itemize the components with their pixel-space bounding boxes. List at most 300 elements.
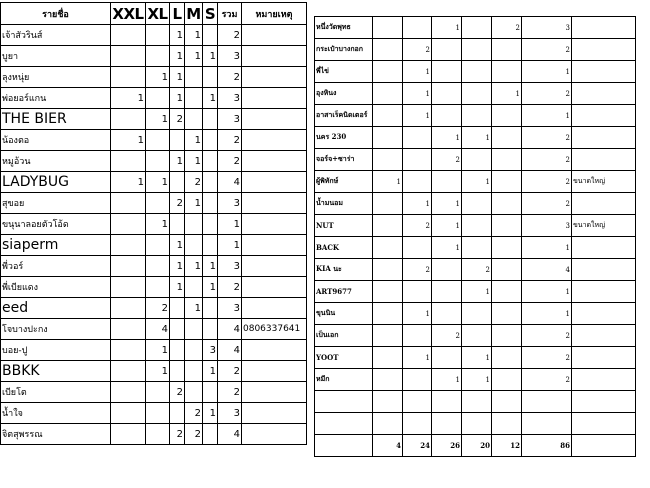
row-note: [572, 105, 636, 127]
empty-cell: [373, 391, 403, 413]
row-xxl: [111, 382, 146, 403]
row-total: 2: [522, 171, 572, 193]
row-c1: [373, 215, 403, 237]
row-name: YOOT: [315, 347, 373, 369]
table-row: [315, 105, 636, 127]
row-xxl: [111, 67, 146, 88]
row-c2: 2: [403, 39, 432, 61]
row-note: [572, 83, 636, 105]
row-total: 3: [218, 256, 242, 277]
row-name: จิตสุพรรณ: [1, 424, 111, 445]
row-note: [242, 130, 307, 151]
row-c3: 2: [432, 149, 462, 171]
row-m: 1: [185, 130, 203, 151]
total-c1: 4: [373, 435, 403, 457]
table-row: [315, 193, 636, 215]
row-c1: [373, 105, 403, 127]
row-m: [185, 67, 203, 88]
row-l: 2: [170, 382, 185, 403]
row-total: 3: [218, 46, 242, 67]
row-c1: 1: [373, 171, 403, 193]
empty-cell: [462, 391, 492, 413]
row-xl: [146, 193, 170, 214]
row-m: [185, 277, 203, 298]
row-name: บอย-ปู: [1, 340, 111, 361]
row-c4: 1: [462, 347, 492, 369]
row-total: 2: [218, 361, 242, 382]
row-c5: [492, 325, 522, 347]
row-c5: [492, 127, 522, 149]
row-total: 4: [218, 172, 242, 193]
row-c5: [492, 215, 522, 237]
header-m: M: [186, 4, 201, 23]
row-c2: [403, 127, 432, 149]
row-xl: [146, 382, 170, 403]
row-c4: 1: [462, 281, 492, 303]
row-c5: [492, 281, 522, 303]
row-name: จอร์จ+ซาร่า: [315, 149, 373, 171]
row-note: [242, 340, 307, 361]
row-note: ขนาดใหญ่: [572, 215, 636, 237]
row-s: 1: [203, 256, 218, 277]
row-s: [203, 298, 218, 319]
total-c3: 26: [432, 435, 462, 457]
empty-cell: [572, 413, 636, 435]
table-row: [315, 215, 636, 237]
row-c4: 1: [462, 127, 492, 149]
table-row: [1, 298, 307, 319]
row-xl: [146, 130, 170, 151]
row-c1: [373, 127, 403, 149]
row-total: 2: [522, 369, 572, 391]
row-note: [242, 193, 307, 214]
row-l: [170, 130, 185, 151]
row-l: 1: [170, 277, 185, 298]
row-total: 2: [522, 193, 572, 215]
row-total: 1: [218, 235, 242, 256]
row-total: 1: [522, 303, 572, 325]
row-c1: [373, 369, 403, 391]
row-c1: [373, 347, 403, 369]
row-c3: 1: [432, 127, 462, 149]
row-name: พี่วอร์: [1, 256, 111, 277]
row-xl: [146, 151, 170, 172]
row-c4: [462, 325, 492, 347]
row-s: [203, 109, 218, 130]
row-name: LADYBUG: [1, 172, 111, 193]
row-name: โจบางปะกง: [1, 319, 111, 340]
empty-cell: [462, 413, 492, 435]
row-note: ขนาดใหญ่: [572, 171, 636, 193]
row-name: ผู้พิทักษ์: [315, 171, 373, 193]
table-row: [315, 259, 636, 281]
row-c5: [492, 347, 522, 369]
table-row: [1, 46, 307, 67]
row-m: 2: [185, 403, 203, 424]
row-c2: 1: [403, 347, 432, 369]
row-xxl: [111, 193, 146, 214]
row-c3: 1: [432, 237, 462, 259]
row-c4: [462, 83, 492, 105]
row-c1: [373, 61, 403, 83]
row-name: หนึ่งวัดพุทธ: [315, 17, 373, 39]
row-c3: 2: [432, 325, 462, 347]
row-name: หมีก: [315, 369, 373, 391]
row-total: 4: [522, 259, 572, 281]
header-xxl: XXL: [112, 4, 144, 23]
row-l: [170, 298, 185, 319]
row-c2: 1: [403, 61, 432, 83]
row-xxl: [111, 235, 146, 256]
row-c3: [432, 281, 462, 303]
row-s: [203, 25, 218, 46]
row-m: 2: [185, 424, 203, 445]
row-total: 2: [522, 83, 572, 105]
totals-label: [315, 435, 373, 457]
row-xxl: [111, 424, 146, 445]
row-c4: [462, 105, 492, 127]
row-note: [242, 109, 307, 130]
row-c4: [462, 303, 492, 325]
row-note: [242, 46, 307, 67]
row-l: 1: [170, 88, 185, 109]
row-c1: [373, 259, 403, 281]
row-xxl: [111, 109, 146, 130]
row-s: 1: [203, 403, 218, 424]
table-row: [1, 67, 307, 88]
row-c4: [462, 61, 492, 83]
row-c3: 1: [432, 215, 462, 237]
row-total: 4: [218, 319, 242, 340]
row-c4: 1: [462, 171, 492, 193]
row-c3: [432, 39, 462, 61]
table-row: [1, 109, 307, 130]
row-m: [185, 361, 203, 382]
empty-cell: [522, 391, 572, 413]
table-row: [315, 281, 636, 303]
empty-cell: [432, 391, 462, 413]
row-c3: [432, 171, 462, 193]
row-note: [242, 277, 307, 298]
row-total: 4: [218, 424, 242, 445]
row-m: [185, 214, 203, 235]
row-note: [242, 172, 307, 193]
row-xxl: 1: [111, 88, 146, 109]
row-xl: 1: [146, 172, 170, 193]
row-c4: [462, 237, 492, 259]
row-xl: [146, 235, 170, 256]
row-total: 2: [218, 25, 242, 46]
row-s: 1: [203, 46, 218, 67]
row-xxl: [111, 25, 146, 46]
row-note: [572, 149, 636, 171]
row-s: [203, 67, 218, 88]
row-total: 3: [218, 109, 242, 130]
row-s: [203, 193, 218, 214]
row-name: เป็นเอก: [315, 325, 373, 347]
row-c1: [373, 193, 403, 215]
empty-cell: [432, 413, 462, 435]
row-c2: [403, 17, 432, 39]
row-note: [572, 17, 636, 39]
row-m: 1: [185, 151, 203, 172]
row-l: 1: [170, 25, 185, 46]
row-c3: [432, 347, 462, 369]
row-name: KIA นะ: [315, 259, 373, 281]
row-total: 2: [218, 151, 242, 172]
row-c4: [462, 39, 492, 61]
empty-row: [315, 391, 636, 413]
empty-cell: [315, 391, 373, 413]
row-c5: [492, 171, 522, 193]
row-c5: [492, 149, 522, 171]
row-name: ART9677: [315, 281, 373, 303]
row-xl: [146, 46, 170, 67]
row-c1: [373, 237, 403, 259]
row-total: 1: [522, 237, 572, 259]
table-row: [1, 151, 307, 172]
row-name: หมูอ้วน: [1, 151, 111, 172]
table-row: [315, 61, 636, 83]
totals-note: [572, 435, 636, 457]
row-c1: [373, 83, 403, 105]
row-l: 1: [170, 235, 185, 256]
table-row: [315, 303, 636, 325]
row-c2: [403, 369, 432, 391]
row-note: [242, 382, 307, 403]
row-xl: [146, 277, 170, 298]
row-total: 4: [218, 340, 242, 361]
row-l: 1: [170, 46, 185, 67]
row-c5: [492, 369, 522, 391]
table-row: [1, 403, 307, 424]
row-s: [203, 172, 218, 193]
row-total: 2: [218, 67, 242, 88]
row-c2: [403, 237, 432, 259]
row-l: [170, 172, 185, 193]
table-row: [1, 277, 307, 298]
row-s: 1: [203, 361, 218, 382]
header-l: L: [170, 3, 185, 25]
row-note: [242, 298, 307, 319]
row-c2: 1: [403, 105, 432, 127]
row-xxl: 1: [111, 130, 146, 151]
row-m: [185, 319, 203, 340]
row-total: 2: [522, 149, 572, 171]
row-note: [572, 369, 636, 391]
row-c2: 1: [403, 303, 432, 325]
row-c2: 2: [403, 259, 432, 281]
row-note: [242, 214, 307, 235]
row-l: 1: [170, 151, 185, 172]
row-c3: 1: [432, 193, 462, 215]
row-note: [572, 281, 636, 303]
row-c5: [492, 193, 522, 215]
row-l: [170, 403, 185, 424]
row-name: ลุงหนุ่ย: [1, 67, 111, 88]
row-name: NUT: [315, 215, 373, 237]
row-c2: 1: [403, 193, 432, 215]
row-c1: [373, 303, 403, 325]
row-total: 3: [218, 88, 242, 109]
row-m: [185, 340, 203, 361]
row-name: ขนุนาลอยตัวโอ้ด: [1, 214, 111, 235]
row-c5: 2: [492, 17, 522, 39]
row-name: นคร 230: [315, 127, 373, 149]
row-name: siaperm: [1, 235, 111, 256]
row-name: น้ำมนอม: [315, 193, 373, 215]
row-c2: [403, 149, 432, 171]
row-xl: 1: [146, 67, 170, 88]
row-c5: [492, 259, 522, 281]
row-xl: [146, 256, 170, 277]
row-m: 2: [185, 172, 203, 193]
row-note: [242, 361, 307, 382]
row-note: [242, 151, 307, 172]
total-c5: 12: [492, 435, 522, 457]
row-s: 1: [203, 88, 218, 109]
left-order-table: [0, 2, 307, 445]
table-row: [315, 347, 636, 369]
row-l: [170, 340, 185, 361]
header-s: S: [203, 3, 218, 25]
row-name: พี่ไข่: [315, 61, 373, 83]
row-c1: [373, 281, 403, 303]
table-row: [315, 127, 636, 149]
row-note: [572, 61, 636, 83]
row-name: BACK: [315, 237, 373, 259]
row-c1: [373, 149, 403, 171]
row-s: [203, 130, 218, 151]
table-row: [1, 130, 307, 151]
row-note: [572, 193, 636, 215]
row-c2: [403, 281, 432, 303]
row-total: 2: [522, 127, 572, 149]
row-c3: [432, 259, 462, 281]
row-c1: [373, 17, 403, 39]
row-xxl: [111, 214, 146, 235]
empty-cell: [522, 413, 572, 435]
empty-row: [315, 413, 636, 435]
row-c5: [492, 105, 522, 127]
row-note: [242, 256, 307, 277]
row-c1: [373, 325, 403, 347]
header-note: หมายเหตุ: [242, 3, 307, 25]
row-c3: [432, 61, 462, 83]
row-c4: [462, 193, 492, 215]
table-row: [1, 256, 307, 277]
row-l: [170, 319, 185, 340]
row-s: [203, 382, 218, 403]
row-xxl: [111, 256, 146, 277]
table-row: [1, 424, 307, 445]
row-l: 1: [170, 67, 185, 88]
row-m: 1: [185, 298, 203, 319]
row-xxl: [111, 340, 146, 361]
row-c4: [462, 215, 492, 237]
row-m: 1: [185, 256, 203, 277]
row-xxl: [111, 298, 146, 319]
row-c1: [373, 39, 403, 61]
row-total: 2: [522, 347, 572, 369]
row-xxl: [111, 403, 146, 424]
row-c2: [403, 171, 432, 193]
row-name: เบียโต: [1, 382, 111, 403]
table-row: [1, 214, 307, 235]
total-c2: 24: [403, 435, 432, 457]
table-row: [1, 193, 307, 214]
table-row: [1, 235, 307, 256]
row-xl: 1: [146, 214, 170, 235]
row-name: พี่เบียแดง: [1, 277, 111, 298]
row-xxl: 1: [111, 172, 146, 193]
row-xl: [146, 88, 170, 109]
row-l: 2: [170, 193, 185, 214]
row-xxl: [111, 319, 146, 340]
row-note: [242, 67, 307, 88]
row-note: 0806337641: [242, 319, 307, 340]
row-total: 2: [522, 325, 572, 347]
row-note: [572, 259, 636, 281]
row-m: [185, 88, 203, 109]
row-note: [242, 88, 307, 109]
row-note: [572, 325, 636, 347]
row-xxl: [111, 46, 146, 67]
table-row: [1, 172, 307, 193]
row-name: เจ้าสัวรินส์: [1, 25, 111, 46]
row-total: 1: [522, 281, 572, 303]
row-total: 3: [218, 193, 242, 214]
row-s: 3: [203, 340, 218, 361]
total-c4: 20: [462, 435, 492, 457]
total-total: 86: [522, 435, 572, 457]
row-name: อุงหินง: [315, 83, 373, 105]
row-l: 2: [170, 424, 185, 445]
row-xxl: [111, 277, 146, 298]
row-s: [203, 151, 218, 172]
row-note: [572, 303, 636, 325]
row-xl: [146, 424, 170, 445]
right-order-table: [314, 16, 636, 457]
row-note: [572, 237, 636, 259]
table-row: [315, 237, 636, 259]
row-name: พ่อยอร์แกน: [1, 88, 111, 109]
row-name: กระเป๋าบางกอก: [315, 39, 373, 61]
row-total: 3: [522, 17, 572, 39]
row-s: [203, 319, 218, 340]
row-c3: 1: [432, 17, 462, 39]
row-name: ขุนนิน: [315, 303, 373, 325]
row-c4: 1: [462, 369, 492, 391]
row-m: [185, 382, 203, 403]
empty-cell: [403, 413, 432, 435]
row-xl: [146, 25, 170, 46]
row-name: BBKK: [1, 361, 111, 382]
row-s: [203, 214, 218, 235]
table-row: [315, 171, 636, 193]
table-row: [1, 361, 307, 382]
row-c5: [492, 303, 522, 325]
row-xxl: [111, 361, 146, 382]
table-row: [1, 382, 307, 403]
row-l: 1: [170, 256, 185, 277]
row-name: น้องตอ: [1, 130, 111, 151]
table-row: [315, 17, 636, 39]
row-total: 3: [522, 215, 572, 237]
row-m: 1: [185, 193, 203, 214]
row-note: [242, 424, 307, 445]
row-name: สุขอย: [1, 193, 111, 214]
